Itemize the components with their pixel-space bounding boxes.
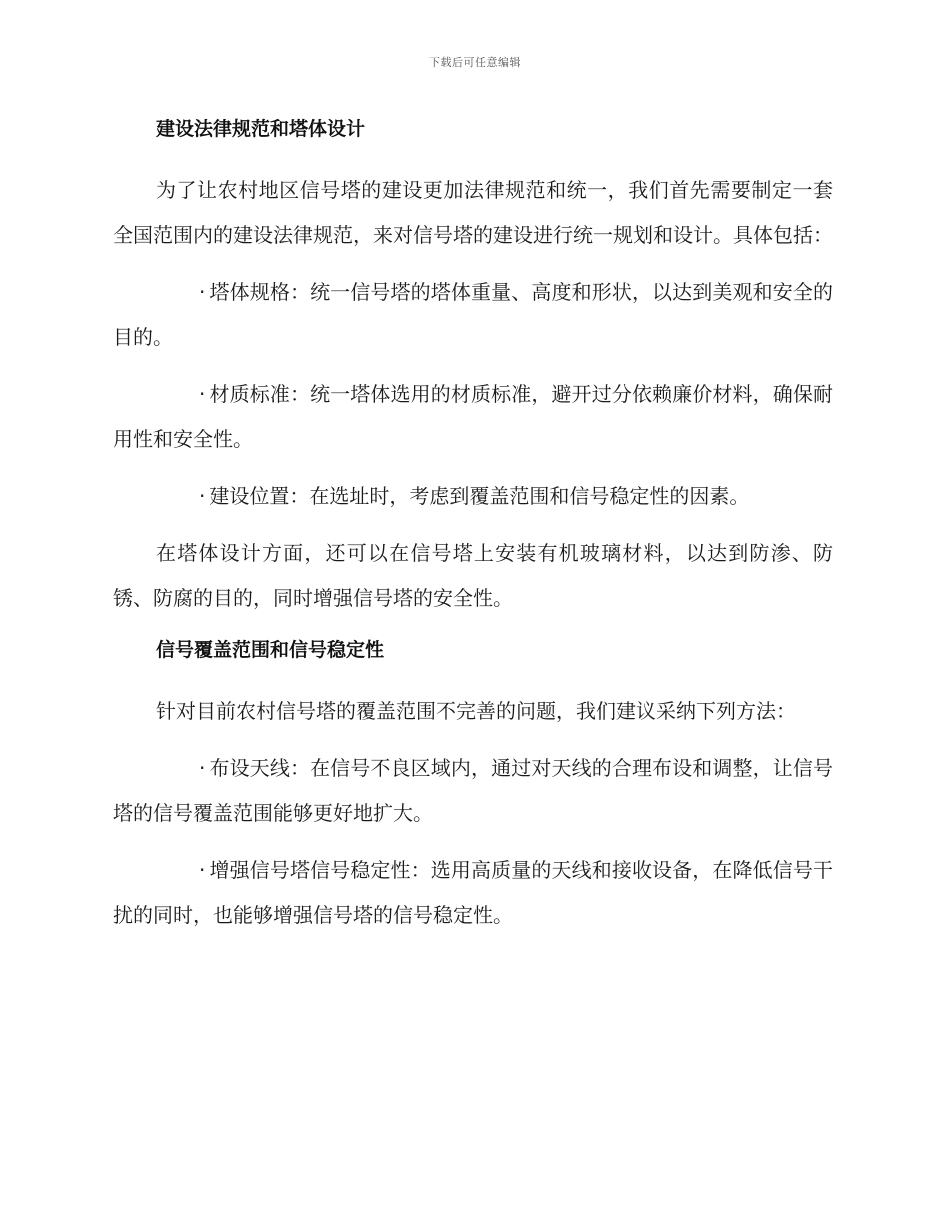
bullet-dot: · <box>199 382 206 406</box>
section-intro-construction: 为了让农村地区信号塔的建设更加法律规范和统一，我们首先需要制定一套全国范围内的建设法律规范，来对信号塔的建设进行统一规划和设计。具体包括： <box>113 178 833 247</box>
page-header-note: 下载后可任意编辑 <box>429 56 521 69</box>
document-body <box>113 112 833 950</box>
bullet-dot: · <box>199 484 206 508</box>
bullet-text: 布设天线：在信号不良区域内，通过对天线的合理布设和调整，让信号塔的信号覆盖范围能够更好地扩大。 <box>113 756 833 825</box>
bullet-text: 增强信号塔信号稳定性：选用高质量的天线和接收设备，在降低信号干扰的同时，也能够增强信号塔的信号稳定性。 <box>113 858 833 927</box>
bullet-dot: · <box>199 280 206 304</box>
bullet-item <box>113 474 833 519</box>
bullet-dot: · <box>199 756 206 780</box>
bullet-item <box>113 270 833 360</box>
bullet-text: 塔体规格：统一信号塔的塔体重量、高度和形状，以达到美观和安全的目的。 <box>113 280 833 349</box>
section-intro-coverage: 针对目前农村信号塔的覆盖范围不完善的问题，我们建议采纳下列方法： <box>156 699 796 723</box>
bullet-dot: · <box>199 858 206 882</box>
bullet-item <box>113 372 833 462</box>
bullet-item <box>113 848 833 938</box>
section-heading-construction: 建设法律规范和塔体设计 <box>156 118 366 140</box>
bullet-text: 材质标准：统一塔体选用的材质标准，避开过分依赖廉价材料，确保耐用性和安全性。 <box>113 382 833 451</box>
bullet-text: 建设位置：在选址时，考虑到覆盖范围和信号稳定性的因素。 <box>209 484 750 508</box>
section-heading-coverage: 信号覆盖范围和信号稳定性 <box>156 639 385 661</box>
section-closing-construction: 在塔体设计方面，还可以在信号塔上安装有机玻璃材料，以达到防渗、防锈、防腐的目的，同时增强信号塔的安全性。 <box>113 541 833 610</box>
bullet-item <box>113 746 833 836</box>
